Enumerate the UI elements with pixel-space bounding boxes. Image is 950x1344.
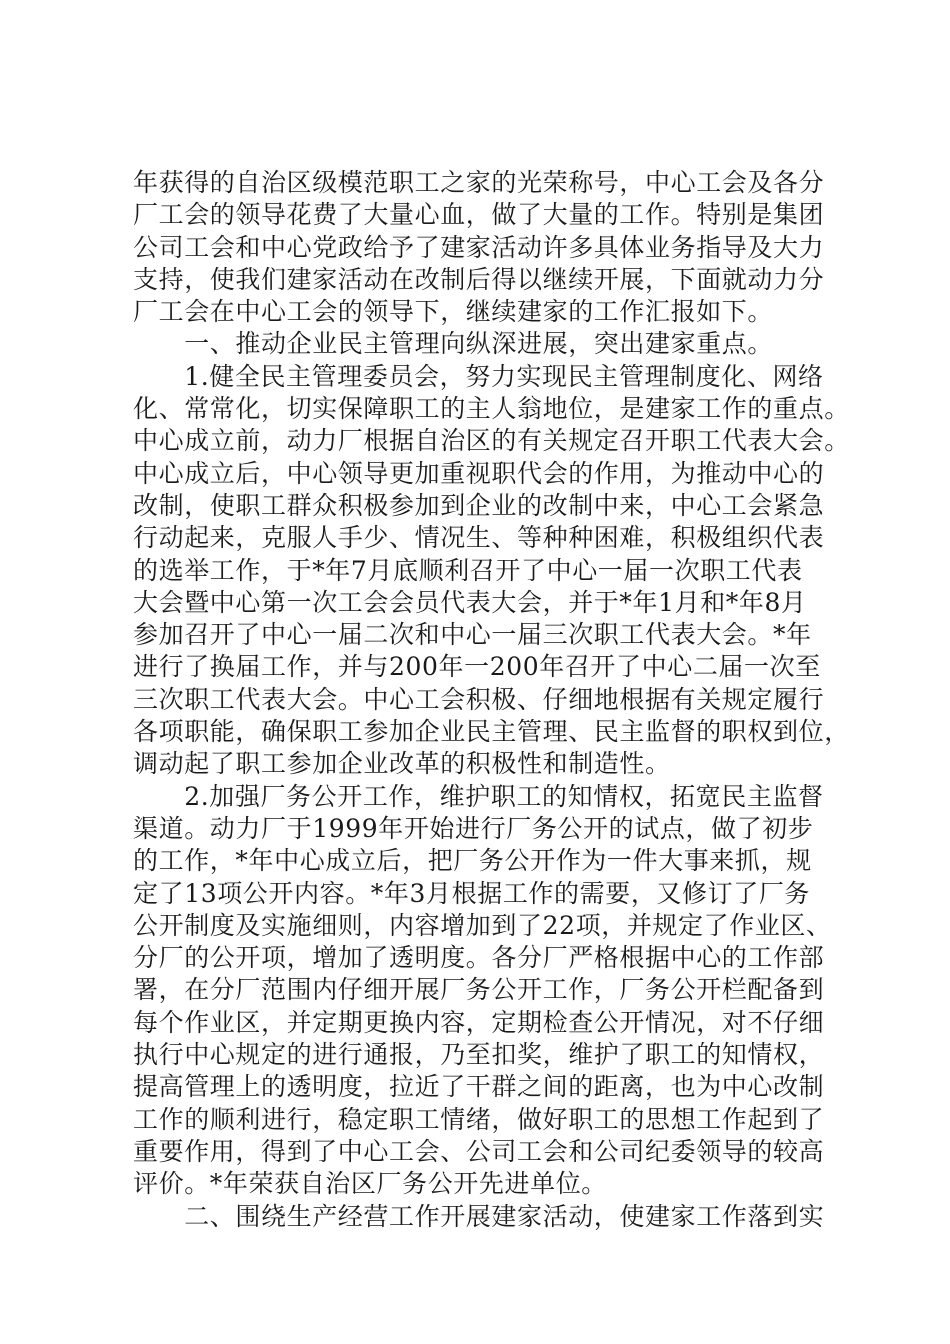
text-line: 参加召开了中心一届二次和中心一届三次职工代表大会。*年 — [133, 620, 812, 650]
text-line: 的选举工作，于*年7月底顺利召开了中心一届一次职工代表 — [133, 555, 803, 585]
text-line: 渠道。动力厂于1999年开始进行厂务公开的试点，做了初步 — [133, 813, 814, 843]
text-line: 分厂的公开项，增加了透明度。各分厂严格根据中心的工作部 — [133, 943, 825, 973]
document-body — [133, 167, 850, 1233]
text-line: 评价。*年荣获自治区厂务公开先进单位。 — [133, 1169, 607, 1199]
text-line: 厂工会在中心工会的领导下，继续建家的工作汇报如下。 — [133, 297, 774, 327]
text-line: 公开制度及实施细则，内容增加到了22项，并规定了作业区、 — [133, 910, 832, 940]
text-line: 公司工会和中心党政给予了建家活动许多具体业务指导及大力 — [133, 232, 825, 262]
text-line: 调动起了职工参加企业改革的积极性和制造性。 — [133, 749, 671, 779]
text-line: 改制，使职工群众积极参加到企业的改制中来，中心工会紧急 — [133, 490, 825, 520]
text-line: 行动起来，克服人手少、情况生、等种种困难，积极组织代表 — [133, 523, 825, 553]
text-line: 提高管理上的透明度，拉近了干群之间的距离，也为中心改制 — [133, 1072, 825, 1102]
paragraph-1-start: 1.健全民主管理委员会，努力实现民主管理制度化、网络 — [133, 361, 824, 391]
text-line: 执行中心规定的进行通报，乃至扣奖，维护了职工的知情权， — [133, 1040, 825, 1070]
text-line: 定了13项公开内容。*年3月根据工作的需要，又修订了厂务 — [133, 878, 811, 908]
text-line: 的工作，*年中心成立后，把厂务公开作为一件大事来抓，规 — [133, 846, 812, 876]
text-line: 厂工会的领导花费了大量心血，做了大量的工作。特别是集团 — [133, 200, 825, 230]
text-line: 年获得的自治区级模范职工之家的光荣称号，中心工会及各分 — [133, 168, 825, 197]
text-line: 中心成立前，动力厂根据自治区的有关规定召开职工代表大会。 — [133, 426, 850, 456]
text-line: 每个作业区，并定期更换内容，定期检查公开情况，对不仔细 — [133, 1007, 825, 1037]
text-line: 工作的顺利进行，稳定职工情绪，做好职工的思想工作起到了 — [133, 1104, 825, 1134]
text-line: 大会暨中心第一次工会会员代表大会，并于*年1月和*年8月 — [133, 587, 807, 617]
text-line: 三次职工代表大会。中心工会积极、仔细地根据有关规定履行 — [133, 684, 825, 714]
section-heading-1: 一、推动企业民主管理向纵深进展，突出建家重点。 — [133, 329, 774, 359]
text-line: 支持，使我们建家活动在改制后得以继续开展，下面就动力分 — [133, 264, 825, 294]
text-line: 化、常常化，切实保障职工的主人翁地位，是建家工作的重点。 — [133, 394, 850, 424]
text-line: 署，在分厂范围内仔细开展厂务公开工作，厂务公开栏配备到 — [133, 975, 825, 1005]
text-line: 各项职能，确保职工参加企业民主管理、民主监督的职权到位， — [133, 717, 850, 747]
section-heading-2: 二、围绕生产经营工作开展建家活动，使建家工作落到实 — [133, 1201, 825, 1231]
text-line: 进行了换届工作，并与200年一200年召开了中心二届一次至 — [133, 652, 821, 682]
text-line: 重要作用，得到了中心工会、公司工会和公司纪委领导的较高 — [133, 1136, 825, 1166]
text-line: 中心成立后，中心领导更加重视职代会的作用，为推动中心的 — [133, 458, 825, 488]
paragraph-2-start: 2.加强厂务公开工作，维护职工的知情权，拓宽民主监督 — [133, 781, 824, 811]
